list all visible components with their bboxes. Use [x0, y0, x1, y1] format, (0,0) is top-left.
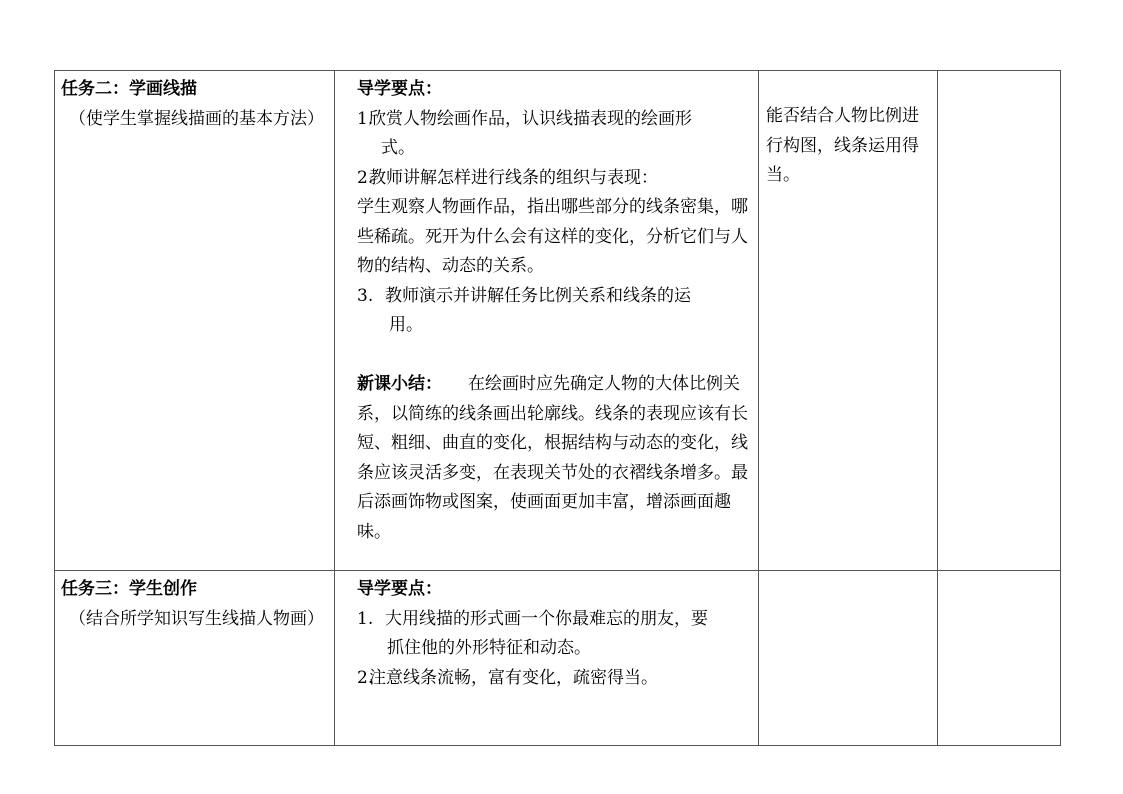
- guide-heading: 导学要点：: [357, 579, 442, 599]
- spacer: [357, 341, 752, 371]
- guide-cell: [335, 571, 759, 746]
- lesson-plan-table: [54, 70, 1061, 746]
- task-note: （使学生掌握线描画的基本方法）: [69, 108, 324, 129]
- task-cell: [55, 71, 335, 571]
- item-text-continued: 用。: [389, 315, 423, 335]
- item-text: 注意线条流畅，富有变化，疏密得当。: [369, 667, 658, 688]
- guide-item: [357, 605, 752, 664]
- guide-item: [357, 282, 752, 341]
- evaluation-cell: [759, 71, 938, 571]
- item-number: 2.: [357, 167, 374, 188]
- evaluation-cell: [759, 571, 938, 746]
- task-title: 任务二：学画线描: [61, 79, 197, 99]
- item-text: 大用线描的形式画一个你最难忘的朋友，要: [385, 608, 708, 629]
- extra-cell: [938, 571, 1061, 746]
- task-note: （结合所学知识写生线描人物画）: [69, 608, 324, 629]
- item-text-continued: 抓住他的外形特征和动态。: [387, 638, 591, 658]
- item-text: 教师讲解怎样进行线条的组织与表现：: [369, 167, 658, 188]
- table-row: [55, 571, 1061, 746]
- task-cell: [55, 571, 335, 746]
- task-title: 任务三：学生创作: [61, 579, 197, 599]
- guide-item: [357, 664, 752, 694]
- summary-text: 在绘画时应先确定人物的大体比例关系，以简练的线条画出轮廓线。线条的表现应该有长短、粗细、曲直的变化，根据结构与动态的变化，线条应该灵活多变，在表现关节处的衣褶线条增多。最后添画饰物或图案，使画面更加丰富，增添画面趣味。: [357, 374, 748, 542]
- table-row: [55, 71, 1061, 571]
- item-number: 3.: [357, 285, 374, 306]
- summary-label: 新课小结：: [357, 374, 442, 394]
- guide-heading: 导学要点：: [357, 79, 442, 99]
- lesson-summary: [357, 370, 752, 547]
- item-number: 1.: [357, 108, 374, 129]
- guide-cell: [335, 71, 759, 571]
- guide-item: [357, 105, 752, 164]
- evaluation-text: 能否结合人物比例进行构图，线条运用得当。: [766, 106, 919, 185]
- item-number: 1.: [357, 608, 374, 629]
- guide-item: [357, 164, 752, 194]
- item-number: 2.: [357, 667, 374, 688]
- item-text-continued: 式。: [381, 138, 415, 158]
- guide-paragraph: 学生观察人物画作品，指出哪些部分的线条密集，哪些稀疏。死开为什么会有这样的变化，分析它们与人物的结构、动态的关系。: [357, 197, 748, 276]
- item-text: 欣赏人物绘画作品，认识线描表现的绘画形: [369, 108, 692, 129]
- extra-cell: [938, 71, 1061, 571]
- item-text: 教师演示并讲解任务比例关系和线条的运: [385, 285, 691, 306]
